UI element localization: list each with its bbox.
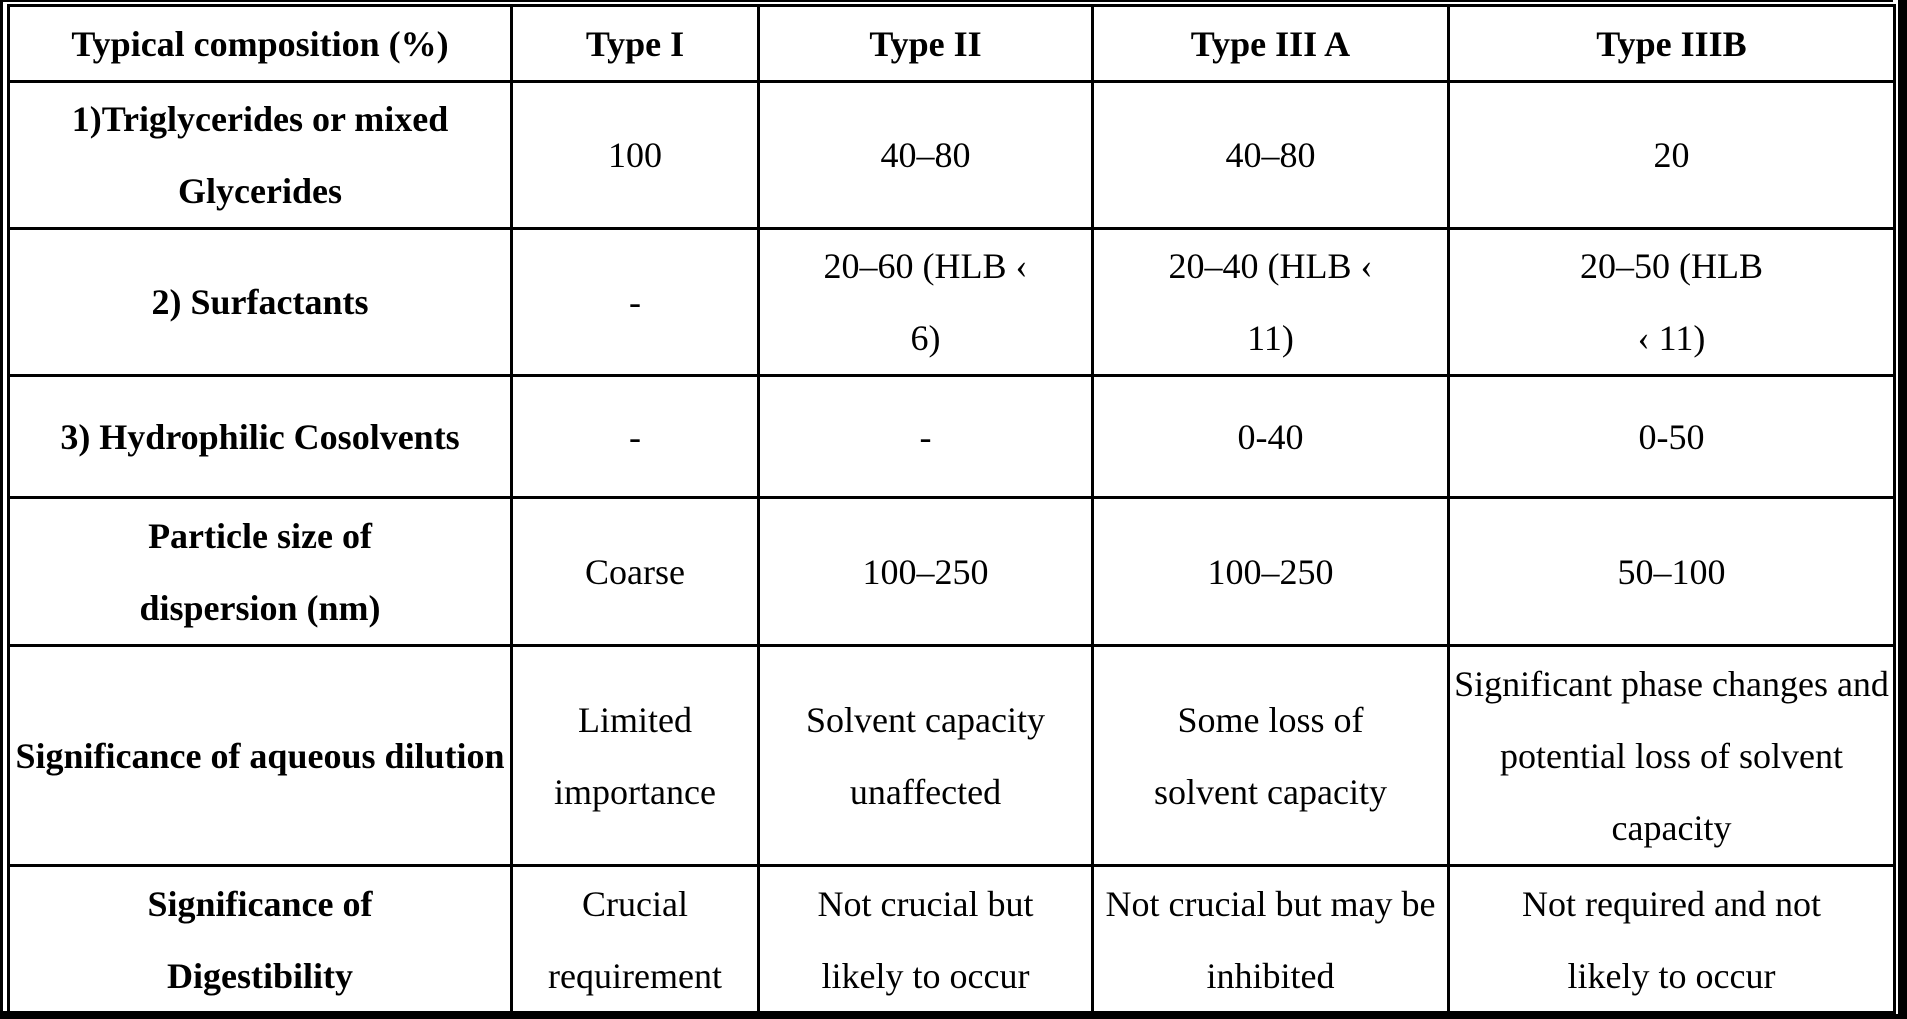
table-row bbox=[9, 376, 1895, 498]
table-cell: Limited importance bbox=[512, 646, 759, 866]
header-cell: Type III A bbox=[1093, 6, 1449, 82]
header-cell: Typical composition (%) bbox=[9, 6, 512, 82]
table-cell: - bbox=[512, 229, 759, 376]
table-cell: 0-40 bbox=[1093, 376, 1449, 498]
table-cell: 0-50 bbox=[1449, 376, 1895, 498]
table-cell: Solvent capacity unaffected bbox=[759, 646, 1093, 866]
header-cell: Type IIIB bbox=[1449, 6, 1895, 82]
header-row bbox=[9, 6, 1895, 82]
table-row bbox=[9, 229, 1895, 376]
row-label: Significance of aqueous dilution bbox=[9, 646, 512, 866]
table-cell: 50–100 bbox=[1449, 498, 1895, 646]
table-shadow-right bbox=[1898, 0, 1907, 1019]
table-row bbox=[9, 82, 1895, 229]
table-cell: 100–250 bbox=[759, 498, 1093, 646]
table-cell: 20 bbox=[1449, 82, 1895, 229]
table-row bbox=[9, 498, 1895, 646]
table-cell: Not crucial but may be inhibited bbox=[1093, 866, 1449, 1015]
table-cell: 20–50 (HLB ‹ 11) bbox=[1449, 229, 1895, 376]
table-cell: Significant phase changes and potential loss of solvent capacity bbox=[1449, 646, 1895, 866]
table-cell: 40–80 bbox=[1093, 82, 1449, 229]
row-label: 2) Surfactants bbox=[9, 229, 512, 376]
table-cell: Crucial requirement bbox=[512, 866, 759, 1015]
table-row bbox=[9, 646, 1895, 866]
table-cell: 40–80 bbox=[759, 82, 1093, 229]
table-cell: Some loss of solvent capacity bbox=[1093, 646, 1449, 866]
table-cell: - bbox=[759, 376, 1093, 498]
lipid-formulation-table bbox=[7, 4, 1896, 1016]
table-cell: 20–40 (HLB ‹ 11) bbox=[1093, 229, 1449, 376]
table-cell: 100 bbox=[512, 82, 759, 229]
header-cell: Type I bbox=[512, 6, 759, 82]
table-cell: Coarse bbox=[512, 498, 759, 646]
table-row bbox=[9, 866, 1895, 1015]
row-label: Significance of Digestibility bbox=[9, 866, 512, 1015]
header-cell: Type II bbox=[759, 6, 1093, 82]
table-cell: Not crucial but likely to occur bbox=[759, 866, 1093, 1015]
table-cell: 20–60 (HLB ‹ 6) bbox=[759, 229, 1093, 376]
table-cell: - bbox=[512, 376, 759, 498]
row-label: Particle size of dispersion (nm) bbox=[9, 498, 512, 646]
row-label: 3) Hydrophilic Cosolvents bbox=[9, 376, 512, 498]
row-label: 1)Triglycerides or mixed Glycerides bbox=[9, 82, 512, 229]
table-cell: Not required and not likely to occur bbox=[1449, 866, 1895, 1015]
table-cell: 100–250 bbox=[1093, 498, 1449, 646]
